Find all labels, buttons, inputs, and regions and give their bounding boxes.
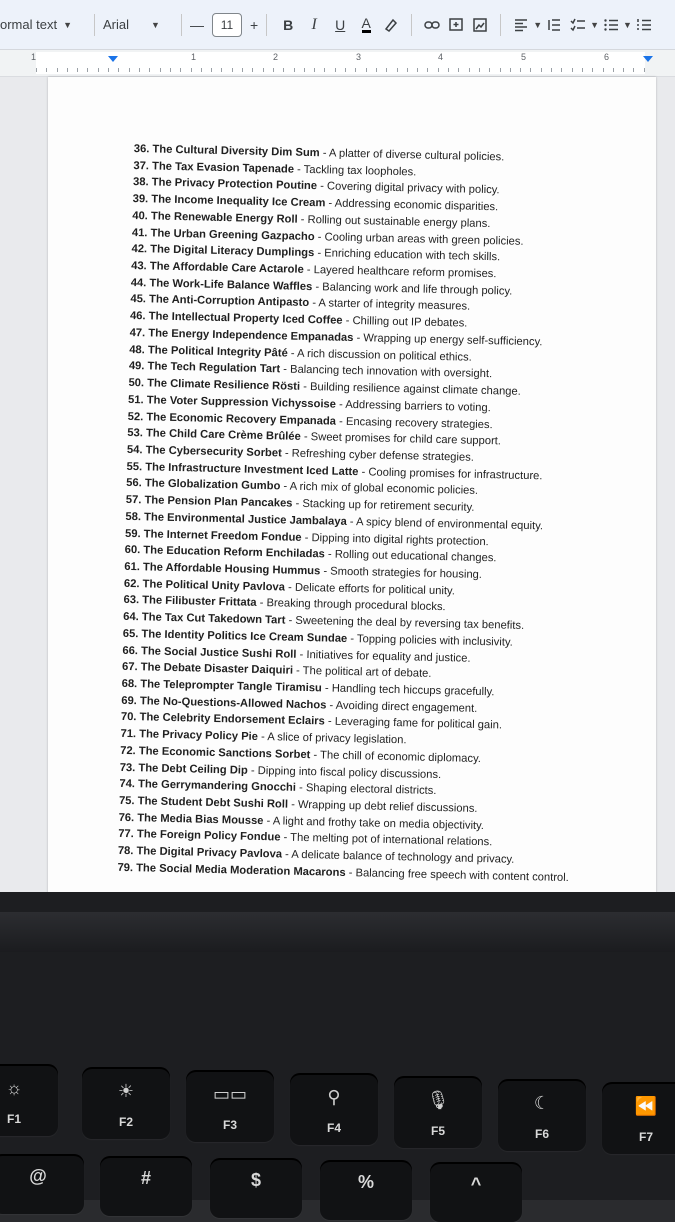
checklist-icon[interactable] (566, 13, 590, 37)
ruler-tick (582, 68, 583, 72)
ruler-tick (139, 68, 140, 72)
ruler-number: 1 (191, 52, 197, 62)
toolbar-divider (181, 14, 182, 36)
item-title: 48. The Political Integrity Pâté (129, 343, 288, 360)
item-title: 77. The Foreign Policy Fondue (118, 828, 281, 844)
ruler-tick (335, 68, 336, 72)
item-title: 66. The Social Justice Sushi Roll (122, 644, 297, 661)
function-key-f1[interactable] (0, 1064, 58, 1136)
ruler-tick (520, 68, 521, 72)
decrease-font-size-button[interactable]: — (190, 16, 204, 33)
laptop-keyboard-area (0, 892, 675, 1200)
item-title: 63. The Filibuster Frittata (123, 594, 257, 610)
item-description: - Layered healthcare reform promises. (303, 263, 497, 281)
chevron-down-icon[interactable]: ▼ (623, 19, 632, 30)
item-description: - Wrapping up debt relief discussions. (287, 798, 478, 815)
font-size-input[interactable]: 11 (212, 13, 242, 37)
item-title: 68. The Teleprompter Tangle Tiramisu (121, 677, 322, 695)
ruler-tick (67, 68, 68, 72)
ruler-tick (294, 68, 295, 72)
ruler-tick (242, 68, 243, 72)
ruler-number: 1 (31, 52, 37, 62)
font-family-select[interactable] (103, 17, 173, 32)
ruler-tick (191, 68, 192, 72)
increase-font-size-button[interactable]: + (250, 16, 259, 33)
font-size-control (190, 13, 258, 37)
ruler-tick (57, 68, 58, 72)
item-description: - Balancing tech innovation with oversight. (279, 363, 493, 381)
item-description: - A slice of privacy legislation. (257, 731, 407, 747)
item-title: 50. The Climate Resilience Rösti (128, 377, 301, 393)
ruler-tick (366, 68, 367, 72)
document-canvas (0, 77, 675, 892)
item-title: 74. The Gerrymandering Gnocchi (119, 778, 297, 795)
key-label: F2 (118, 1115, 133, 1129)
item-description: - Dipping into digital rights protection. (301, 531, 489, 548)
item-description: - Cooling urban areas with green policies. (314, 230, 524, 248)
text-color-label: A (361, 15, 371, 31)
ruler-tick (530, 68, 531, 72)
item-title: 51. The Voter Suppression Vichyssoise (127, 393, 337, 411)
ruler-tick (252, 68, 253, 72)
highlight-pen-icon[interactable] (379, 13, 403, 37)
bold-button[interactable]: B (283, 16, 294, 33)
ruler-tick (36, 68, 37, 72)
item-description: - Building resilience against climate change. (299, 380, 521, 398)
ruler-tick (108, 68, 109, 72)
item-title: 44. The Work-Life Balance Waffles (130, 276, 313, 293)
item-description: - Covering digital privacy with policy. (316, 180, 500, 197)
ruler-number: 3 (356, 52, 362, 62)
underline-button[interactable]: U (335, 16, 346, 33)
item-title: 55. The Infrastructure Investment Iced Latte (126, 460, 359, 478)
align-left-icon[interactable] (509, 13, 533, 37)
item-title: 36. The Cultural Diversity Dim Sum (133, 142, 320, 160)
ruler-tick (407, 68, 408, 72)
right-indent-marker[interactable] (643, 56, 653, 62)
item-title: 59. The Internet Freedom Fondue (124, 527, 302, 544)
ruler-tick (572, 68, 573, 72)
item-description: - Initiatives for equality and justice. (296, 648, 471, 665)
function-key-f3[interactable] (186, 1070, 274, 1142)
insert-link-icon[interactable] (420, 13, 444, 37)
ruler-tick (221, 68, 222, 72)
ruler-tick (129, 68, 130, 72)
key-label: % (357, 1172, 374, 1192)
ruler-number: 6 (604, 52, 610, 62)
item-title: 57. The Pension Plan Pancakes (125, 494, 293, 510)
ruler-number: 2 (273, 52, 279, 62)
item-title: 37. The Tax Evasion Tapenade (133, 159, 295, 176)
ruler-tick (592, 68, 593, 72)
item-description: - Addressing economic disparities. (325, 197, 499, 214)
item-title: 79. The Social Media Moderation Macarons (117, 861, 346, 879)
dessert-policy-list (117, 141, 644, 888)
item-title: 43. The Affordable Care Actarole (131, 260, 304, 276)
brightness-up-icon: ☀ (117, 1081, 135, 1101)
item-description: - Stacking up for retirement security. (292, 497, 475, 514)
ruler-tick (438, 68, 439, 72)
ruler-tick (77, 68, 78, 72)
ruler-number: 4 (438, 52, 444, 62)
item-title: 39. The Income Inequality Ice Cream (132, 193, 326, 210)
item-description: - A delicate balance of technology and privacy. (281, 848, 515, 867)
text-color-button[interactable] (353, 12, 379, 38)
item-description: - Shaping electoral districts. (295, 782, 437, 798)
ruler-tick (397, 68, 398, 72)
search-icon: ⚲ (327, 1087, 341, 1107)
ruler-tick (489, 68, 490, 72)
ruler-tick (273, 68, 274, 72)
ruler-tick (427, 68, 428, 72)
ruler-tick (469, 68, 470, 72)
ruler-tick (263, 68, 264, 72)
function-key-f4[interactable] (290, 1073, 378, 1145)
item-title: 42. The Digital Literacy Dumplings (131, 243, 315, 260)
item-title: 61. The Affordable Housing Hummus (124, 560, 321, 578)
item-description: - Cooling promises for infrastructure. (358, 465, 543, 483)
key-label: $ (250, 1170, 261, 1190)
item-description: - A rich discussion on political ethics. (287, 347, 472, 364)
key-label: @ (29, 1166, 47, 1186)
chevron-down-icon: ▼ (151, 19, 160, 30)
numbered-list-icon[interactable] (632, 13, 656, 37)
chevron-down-icon[interactable]: ▼ (533, 19, 543, 30)
ruler-tick (180, 68, 181, 72)
ruler-tick (376, 68, 377, 72)
item-description: - A spicy blend of environmental equity. (346, 515, 544, 533)
item-description: - Delicate efforts for political unity. (284, 581, 456, 598)
item-description: - Tackling tax loopholes. (293, 163, 417, 179)
ruler-tick (458, 68, 459, 72)
number-row-key[interactable] (210, 1158, 302, 1218)
ruler-tick (510, 68, 511, 72)
ruler-tick (232, 68, 233, 72)
key-label: F4 (326, 1121, 341, 1135)
chevron-down-icon[interactable]: ▼ (590, 19, 600, 30)
item-title: 40. The Renewable Energy Roll (132, 209, 298, 226)
item-description: - Avoiding direct engagement. (326, 699, 478, 715)
item-title: 54. The Cybersecurity Sorbet (126, 443, 282, 460)
line-spacing-icon[interactable] (542, 13, 566, 37)
bulleted-list-icon[interactable] (599, 13, 623, 37)
ruler-tick (623, 68, 624, 72)
ruler-tick (283, 68, 284, 72)
mission-control-icon: ▭▭ (212, 1084, 247, 1104)
ruler-number: 5 (521, 52, 527, 62)
ruler-tick (613, 68, 614, 72)
ruler-tick (561, 68, 562, 72)
paragraph-style-select[interactable] (0, 17, 86, 32)
number-row-key[interactable] (0, 1154, 84, 1214)
item-title: 38. The Privacy Protection Poutine (132, 176, 318, 193)
ruler-tick (417, 68, 418, 72)
item-description: - Smooth strategies for housing. (320, 565, 483, 581)
horizontal-ruler[interactable] (0, 50, 675, 77)
toolbar-divider (94, 14, 95, 36)
ruler-tick (603, 68, 604, 72)
item-title: 78. The Digital Privacy Pavlova (117, 845, 283, 861)
ruler-tick (149, 68, 150, 72)
item-description: - Rolling out sustainable energy plans. (297, 213, 491, 230)
item-description: - Balancing free speech with content control. (345, 866, 569, 884)
item-description: - Leveraging fame for political gain. (324, 715, 503, 732)
ruler-tick (479, 68, 480, 72)
item-title: 73. The Debt Ceiling Dip (119, 761, 248, 777)
item-title: 45. The Anti-Corruption Antipasto (130, 293, 310, 310)
toolbar-divider (411, 14, 412, 36)
ruler-tick (46, 68, 47, 72)
number-row-key[interactable] (320, 1160, 412, 1220)
ruler-tick (118, 68, 119, 72)
function-key-f6[interactable] (498, 1079, 586, 1151)
item-description: - Sweetening the deal by reversing tax benefits. (285, 614, 525, 633)
key-label: F1 (6, 1112, 21, 1126)
item-title: 75. The Student Debt Sushi Roll (118, 794, 289, 811)
ruler-tick (541, 68, 542, 72)
item-title: 56. The Globalization Gumbo (126, 477, 281, 493)
function-key-f7[interactable] (602, 1082, 675, 1154)
laptop-hinge (0, 912, 675, 952)
ruler-tick (500, 68, 501, 72)
ruler-tick (551, 68, 552, 72)
item-description: - A starter of integrity measures. (309, 297, 471, 314)
brightness-down-icon: ☼ (5, 1078, 23, 1098)
ruler-tick (98, 68, 99, 72)
ruler-tick (314, 68, 315, 72)
item-description: - Breaking through procedural blocks. (256, 597, 446, 614)
rewind-icon: ⏪ (634, 1096, 658, 1116)
formatting-toolbar (0, 0, 675, 50)
ruler-tick (448, 68, 449, 72)
item-title: 67. The Debate Disaster Daiquiri (121, 661, 294, 678)
item-title: 62. The Political Unity Pavlova (123, 577, 286, 594)
item-description: - Wrapping up energy self-sufficiency. (353, 331, 543, 349)
key-label: ^ (470, 1174, 482, 1194)
ruler-tick (170, 68, 171, 72)
item-description: - Chilling out IP debates. (342, 314, 468, 330)
item-description: - A platter of diverse cultural policies. (319, 147, 505, 164)
key-label: F5 (430, 1124, 445, 1138)
chevron-down-icon: ▼ (63, 19, 72, 30)
item-description: - Balancing work and life through policy. (312, 280, 513, 298)
font-family-value: Arial (103, 17, 130, 32)
key-label: F3 (222, 1118, 237, 1132)
item-title: 52. The Economic Recovery Empanada (127, 410, 337, 428)
item-title: 65. The Identity Politics Ice Cream Sundae (122, 627, 348, 645)
item-description: - Encasing recovery strategies. (335, 415, 493, 431)
item-description: - Addressing barriers to voting. (335, 398, 491, 414)
toolbar-divider (266, 14, 267, 36)
item-title: 58. The Environmental Justice Jambalaya (125, 510, 347, 528)
ruler-tick (324, 68, 325, 72)
function-key-f5[interactable] (394, 1076, 482, 1148)
ruler-tick (304, 68, 305, 72)
item-title: 69. The No-Questions-Allowed Nachos (121, 694, 327, 712)
ruler-tick (386, 68, 387, 72)
item-description: - Sweet promises for child care support. (300, 431, 502, 448)
item-title: 72. The Economic Sanctions Sorbet (120, 744, 311, 762)
ruler-tick (211, 68, 212, 72)
item-description: - The political art of debate. (292, 665, 432, 681)
item-title: 53. The Child Care Crème Brûlée (127, 427, 301, 444)
item-description: - The chill of economic diplomacy. (310, 749, 482, 765)
item-title: 60. The Education Reform Enchiladas (124, 544, 325, 561)
item-description: - The melting pot of international relations. (280, 831, 493, 849)
ruler-tick (355, 68, 356, 72)
ruler-active-area (36, 52, 645, 74)
left-indent-marker[interactable] (108, 56, 118, 62)
item-description: - Handling tech hiccups gracefully. (321, 682, 495, 699)
function-key-f2[interactable] (82, 1067, 170, 1139)
insert-image-icon[interactable] (468, 13, 492, 37)
ruler-tick (87, 68, 88, 72)
insert-comment-icon[interactable] (444, 13, 468, 37)
ruler-tick (345, 68, 346, 72)
ruler-tick (160, 68, 161, 72)
item-title: 70. The Celebrity Endorsement Eclairs (120, 711, 325, 728)
item-title: 46. The Intellectual Property Iced Coffee (129, 310, 343, 327)
microphone-icon: 🎙 (426, 1090, 450, 1110)
item-title: 64. The Tax Cut Takedown Tart (123, 611, 286, 627)
item-description: - A light and frothy take on media objectivity. (263, 814, 485, 832)
item-description: - Dipping into fiscal policy discussions. (247, 764, 442, 781)
ruler-tick (644, 68, 645, 72)
moon-icon: ☾ (533, 1093, 551, 1113)
item-description: - A rich mix of global economic policies. (280, 480, 479, 498)
item-title: 47. The Energy Independence Empanadas (129, 326, 354, 344)
number-row-key[interactable] (100, 1156, 192, 1216)
key-label: # (140, 1168, 151, 1188)
item-title: 71. The Privacy Policy Pie (120, 728, 259, 744)
italic-button[interactable]: I (311, 15, 317, 33)
paragraph-style-value: ormal text (0, 17, 58, 32)
ruler-tick (201, 68, 202, 72)
item-description: - Enriching education with tech skills. (314, 247, 501, 264)
item-description: - Rolling out educational changes. (324, 548, 497, 565)
key-label: F6 (534, 1127, 549, 1141)
item-title: 41. The Urban Greening Gazpacho (131, 226, 315, 243)
number-row-key[interactable] (430, 1162, 522, 1222)
key-label: F7 (638, 1130, 653, 1144)
item-description: - Topping policies with inclusivity. (347, 632, 513, 649)
toolbar-divider (500, 14, 501, 36)
item-description: - Refreshing cyber defense strategies. (281, 447, 475, 464)
ruler-tick (633, 68, 634, 72)
item-title: 76. The Media Bias Mousse (118, 811, 264, 827)
item-title: 49. The Tech Regulation Tart (128, 360, 281, 376)
document-page[interactable] (48, 77, 656, 909)
